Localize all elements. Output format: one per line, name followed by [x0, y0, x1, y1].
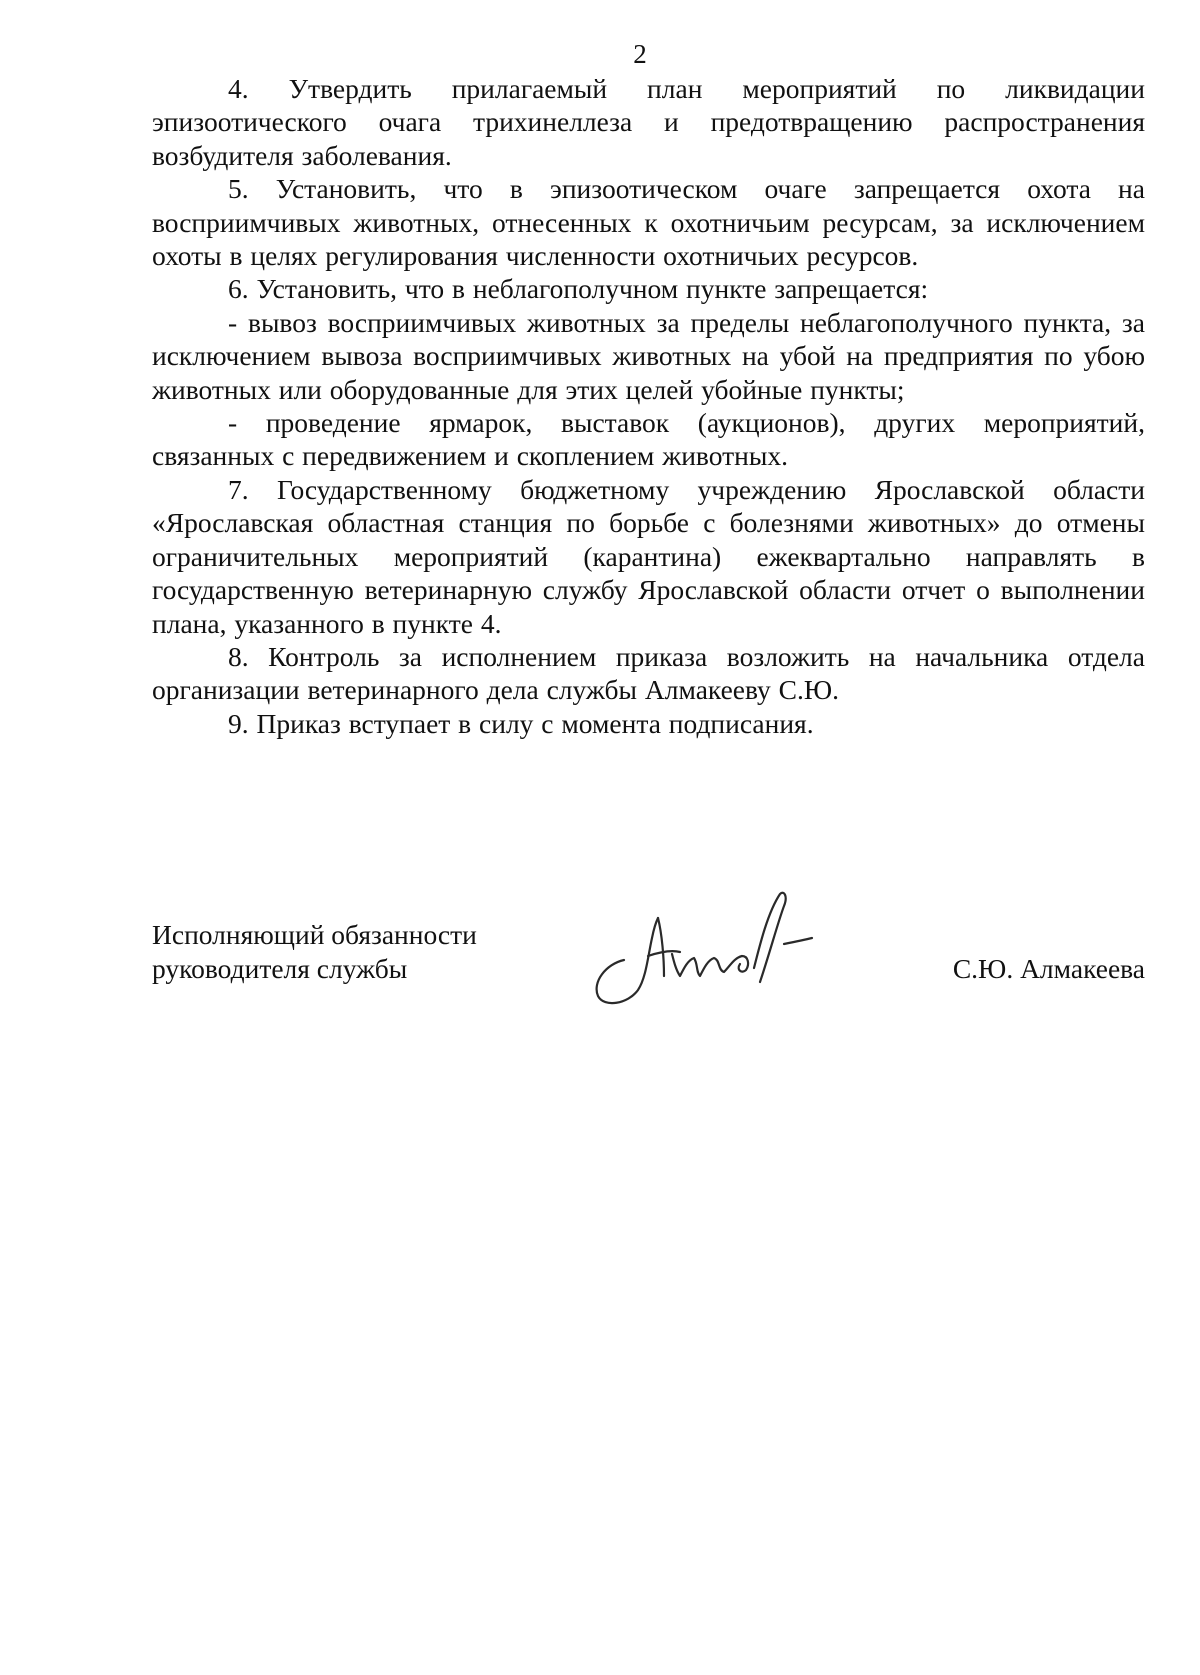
paragraph-item-7: 7. Государственному бюджетному учреждению Ярославской области «Ярославская областная станция по борьбе с болезнями животных» до отмены ограничительных мероприятий (карантина) ежеквартально направлять в государственную ветеринарную службу Ярославской области отчет о выполнении плана, указанного в пункте 4.	[152, 473, 1145, 639]
paragraph-item-8: 8. Контроль за исполнением приказа возложить на начальника отдела организации ветеринарного дела службы Алмакееву С.Ю.	[152, 640, 1145, 706]
page-number: 2	[633, 39, 647, 69]
paragraph-item-5: 5. Установить, что в эпизоотическом очаге запрещается охота на восприимчивых животных, отнесенных к охотничьим ресурсам, за исключением охоты в целях регулирования численности охотничьих ресурсов.	[152, 173, 1145, 272]
signatory-title-line-1: Исполняющий обязанности	[152, 919, 477, 950]
paragraph-item-4: 4. Утвердить прилагаемый план мероприятий по ликвидации эпизоотического очага трихинеллеза и предотвращению распространения возбудителя заболевания.	[152, 73, 1145, 171]
paragraph-item-6: 6. Установить, что в неблагополучном пункте запрещается:	[228, 273, 929, 305]
signatory-title-line-2: руководителя службы	[152, 953, 408, 984]
document-body	[152, 72, 1145, 740]
signatory-name: С.Ю. Алмакеева	[952, 953, 1145, 984]
paragraph-item-9: 9. Приказ вступает в силу с момента подписания.	[228, 707, 814, 739]
paragraph-item-6-bullet-1: - вывоз восприимчивых животных за пределы неблагополучного пункта, за исключением вывоза восприимчивых животных на убой на предприятия по убою животных или оборудованные для этих целей убойные пункты;	[152, 306, 1145, 405]
signature-block	[152, 918, 1145, 1028]
paragraph-item-6-bullet-2: - проведение ярмарок, выставок (аукционов), других мероприятий, связанных с передвижением и скоплением животных.	[152, 407, 1145, 472]
signatory-title	[152, 918, 477, 986]
handwritten-signature	[584, 872, 814, 1012]
